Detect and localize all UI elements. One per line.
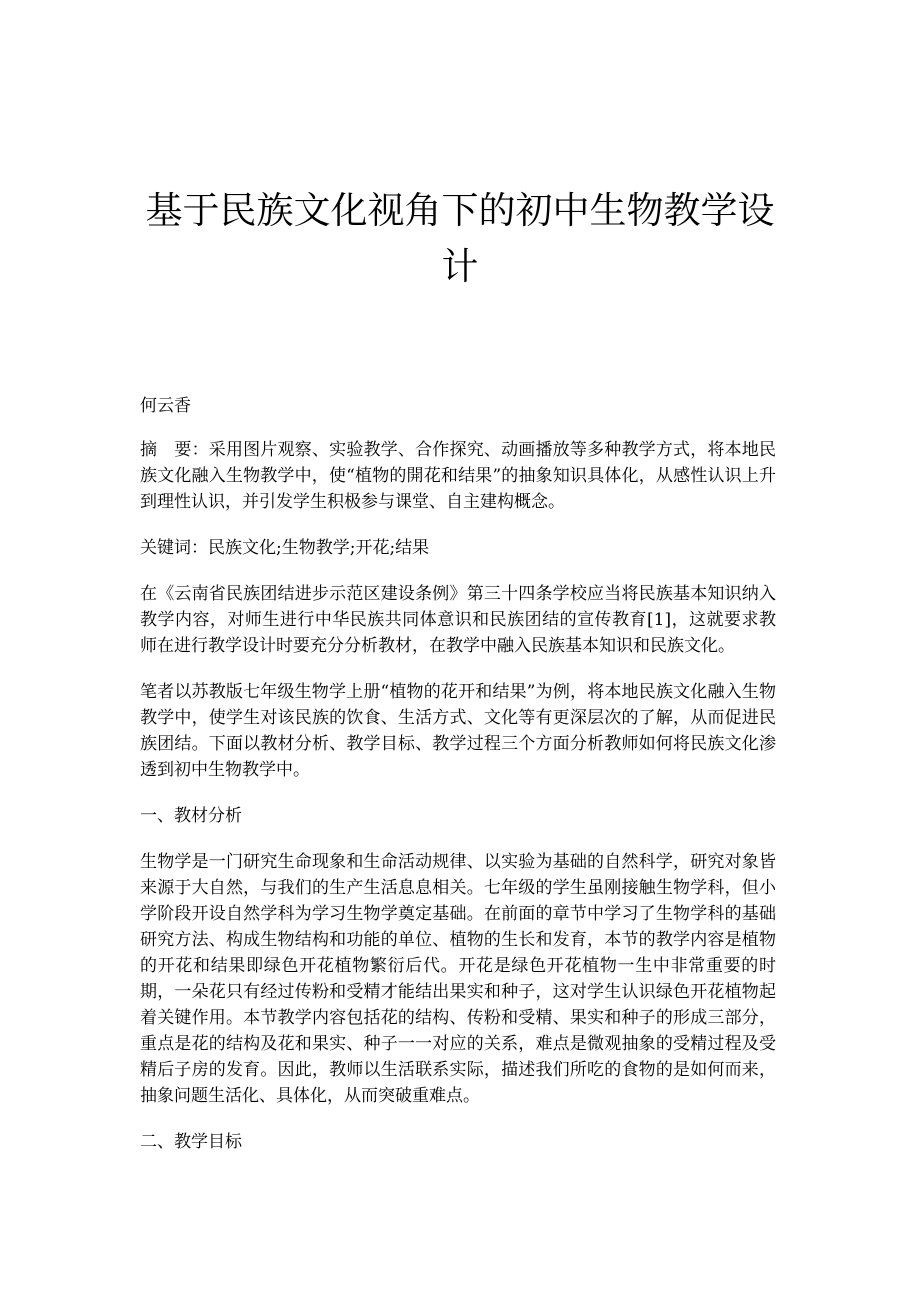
- document-title: 基于民族文化视角下的初中生物教学设计: [145, 189, 775, 288]
- body-paragraph: 在《云南省民族团结进步示范区建设条例》第三十四条学校应当将民族基本知识纳入教学内容，对师生进行中华民族共同体意识和民族团结的宣传教育[1]，这就要求教师在进行教学设计时要充分分析教材，在教学中融入民族基本知识和民族文化。: [140, 584, 776, 656]
- document-body: [140, 393, 776, 1175]
- section-heading: 一、教材分析: [140, 806, 242, 826]
- section-paragraph: 生物学是一门研究生命现象和生命活动规律、以实验为基础的自然科学，研究对象皆来源于大自然，与我们的生产生活息息相关。七年级的学生虽刚接触生物学科，但小学阶段开设自然学科为学习生物学奠定基础。在前面的章节中学习了生物学科的基础研究方法、构成生物结构和功能的单位、植物的生长和发育，本节的教学内容是植物的开花和结果即绿色开花植物繁衍后代。开花是绿色开花植物一生中非常重要的时期，一朵花只有经过传粉和受精才能结出果实和种子，这对学生认识绿色开花植物起着关键作用。本节教学内容包括花的结构、传粉和受精、果实和种子的形成三部分，重点是花的结构及花和果实、种子一一对应的关系，难点是微观抽象的受精过程及受精后子房的发育。因此，教师以生活联系实际，描述我们所吃的食物的是如何而来，抽象问题生活化、具体化，从而突破重难点。: [140, 852, 776, 1106]
- body-paragraph: 笔者以苏教版七年级生物学上册“植物的花开和结果”为例，将本地民族文化融入生物教学中，使学生对该民族的饮食、生活方式、文化等有更深层次的了解，从而促进民族团结。下面以教材分析、教学目标、教学过程三个方面分析教师如何将民族文化渗透到初中生物教学中。: [140, 682, 776, 780]
- abstract-paragraph: 摘 要：采用图片观察、实验教学、合作探究、动画播放等多种教学方式，将本地民族文化融入生物教学中，使“植物的開花和结果”的抽象知识具体化，从感性认识上升到理性认识，并引发学生积极参与课堂、自主建构概念。: [140, 440, 776, 512]
- author-name: 何云香: [140, 396, 191, 416]
- section-heading: 二、教学目标: [140, 1132, 242, 1152]
- keywords-line: 关键词：民族文化;生物教学;开花;结果: [140, 538, 430, 558]
